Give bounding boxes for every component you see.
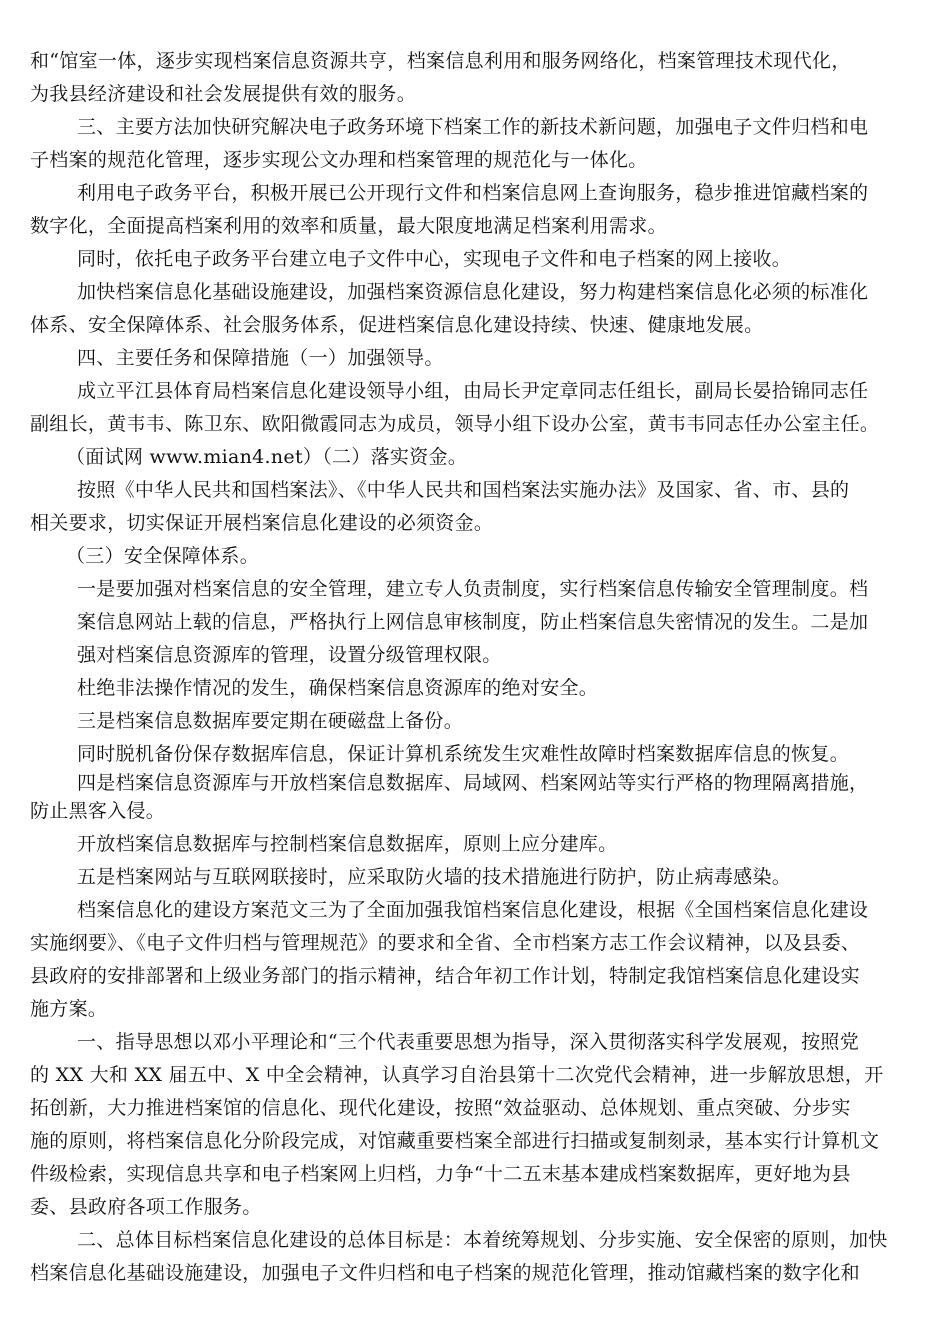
text-line: 案信息网站上载的信息，严格执行上网信息审核制度，防止档案信息失密情况的发生。二是加 <box>77 611 869 633</box>
text-line: 同时脱机备份保存数据库信息，保证计算机系统发生灾难性故障时档案数据库信息的恢复。 <box>77 743 850 765</box>
text-line: 三、主要方法加快研究解决电子政务环境下档案工作的新技术新问题，加强电子文件归档和电 <box>77 116 869 138</box>
text-line: 县政府的安排部署和上级业务部门的指示精神，结合年初工作计划，特制定我馆档案信息化建设实 <box>30 965 860 987</box>
text-line: 按照《中华人民共和国档案法》、《中华人民共和国档案法实施办法》及国家、省、市、县的 <box>77 479 850 501</box>
text-line: 一、指导思想以邓小平理论和“三个代表重要思想为指导，深入贯彻落实科学发展观，按照党 <box>77 1031 860 1053</box>
text-line: 成立平江县体育局档案信息化建设领导小组，由局长尹定章同志任组长，副局长晏拾锦同志任 <box>77 380 869 402</box>
text-line: 实施纲要》、《电子文件归档与管理规范》的要求和全省、全市档案方志工作会议精神，以及县委、 <box>30 932 861 954</box>
text-line: 加快档案信息化基础设施建设，加强档案资源信息化建设，努力构建档案信息化必须的标准化 <box>77 281 869 303</box>
text-line: 三是档案信息数据库要定期在硬磁盘上备份。 <box>77 710 464 732</box>
text-line: 件级检索，实现信息共享和电子档案网上归档，力争“十二五末基本建成档案数据库，更好地为县 <box>30 1163 851 1185</box>
text-line: 档案信息化的建设方案范文三为了全面加强我馆档案信息化建设，根据《全国档案信息化建设 <box>77 899 869 921</box>
text-line: 利用电子政务平台，积极开展已公开现行文件和档案信息网上查询服务，稳步推进馆藏档案的 <box>77 182 869 204</box>
text-line: 的 XX 大和 XX 届五中、X 中全会精神，认真学习自治县第十二次党代会精神，进一步解放思想，开 <box>30 1064 884 1086</box>
text-line: 委、县政府各项工作服务。 <box>30 1196 262 1218</box>
text-line: 体系、安全保障体系、社会服务体系，促进档案信息化建设持续、快速、健康地发展。 <box>30 314 764 336</box>
text-line: 和“馆室一体，逐步实现档案信息资源共亨，档案信息利用和服务网络化，档案管理技术现代化， <box>30 50 851 72</box>
text-line: 副组长，黄韦韦、陈卫东、欧阳微霞同志为成员，领导小组下设办公室，黄韦韦同志任办公室主任。 <box>30 413 880 435</box>
text-line: 一是要加强对档案信息的安全管理，建立专人负责制度，实行档案信息传输安全管理制度。档 <box>77 578 869 600</box>
text-line: 防止黑客入侵。 <box>30 800 166 822</box>
text-line: 为我县经济建设和社会发展提供有效的服务。 <box>30 83 417 105</box>
text-line: 子档案的规范化管理，逐步实现公文办理和档案管理的规范化与一体化。 <box>30 149 648 171</box>
text-line: 施方案。 <box>30 998 108 1020</box>
text-line: 施的原则，将档案信息化分阶段完成，对馆藏重要档案全部进行扫描或复制刻录，基本实行计算机文 <box>30 1130 880 1152</box>
text-line: 开放档案信息数据库与控制档案信息数据库，原则上应分建库。 <box>77 833 618 855</box>
text-line: （三）安全保障体系。 <box>66 545 260 567</box>
text-line: 四、主要任务和保障措施（一）加强领导。 <box>77 347 444 369</box>
text-line: 拓创新，大力推进档案馆的信息化、现代化建设，按照“效益驱动、总体规划、重点突破、分步实 <box>30 1097 851 1119</box>
text-line: （面试网 www.mian4.net）（二）落实资金。 <box>66 446 468 468</box>
text-line: 二、总体目标档案信息化建设的总体目标是：本着统筹规划、分步实施、安全保密的原则，加快 <box>77 1229 888 1251</box>
text-line: 相关要求，切实保证开展档案信息化建设的必须资金。 <box>30 512 494 534</box>
text-line: 强对档案信息资源库的管理，设置分级管理权限。 <box>77 644 502 666</box>
text-line: 杜绝非法操作情况的发生，确保档案信息资源库的绝对安全。 <box>77 677 599 699</box>
text-line: 同时，依托电子政务平台建立电子文件中心，实现电子文件和电子档案的网上接收。 <box>77 248 792 270</box>
text-line: 五是档案网站与互联网联接时，应采取防火墙的技术措施进行防护，防止病毒感染。 <box>77 866 792 888</box>
text-line: 四是档案信息资源库与开放档案信息数据库、局域网、档案网站等实行严格的物理隔离措施， <box>77 772 869 794</box>
text-line: 数字化，全面提高档案利用的效率和质量，最大限度地满足档案利用需求。 <box>30 215 667 237</box>
text-line: 档案信息化基础设施建设，加强电子文件归档和电子档案的规范化管理，推动馆藏档案的数字化和 <box>30 1262 860 1284</box>
